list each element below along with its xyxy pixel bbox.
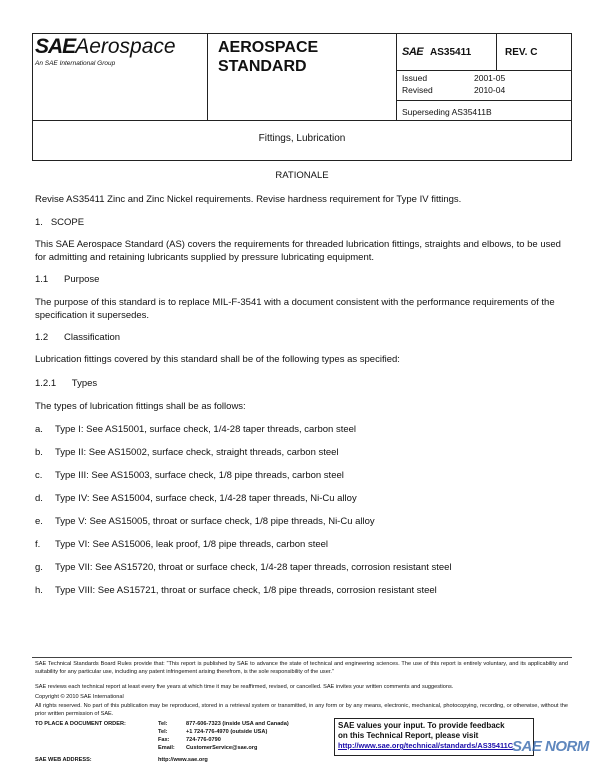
board-rules: SAE Technical Standards Board Rules provide that: “This report is published by SAE to advance the state of technical and engineering sciences. The use of this report is entirely voluntary, and its applicability and suitability for any particular use, including any patent infringement arising therefrom, is the sole responsibility of the user.”: [35, 661, 568, 675]
revision: REV. C: [505, 47, 538, 58]
feedback-link[interactable]: http://www.sae.org/technical/standards/AS35411C: [338, 741, 514, 750]
type-letter: g.: [35, 562, 43, 573]
fax: 724-776-0790: [186, 737, 221, 743]
sae-aerospace-logo: [35, 35, 176, 59]
feedback-line1: SAE values your input. To provide feedback: [338, 721, 505, 730]
scope-text: This SAE Aerospace Standard (AS) covers the requirements for threaded lubrication fittings, straights and elbows, to be used for admitting and retaining lubricants supplied by pressure lubricating equipment.: [35, 239, 561, 263]
type-letter: h.: [35, 585, 43, 596]
type-text: Type III: See AS15003, surface check, 1/8 pipe threads, carbon steel: [55, 470, 344, 481]
email-label: Email:: [158, 745, 175, 751]
rationale-heading: RATIONALE: [275, 170, 329, 181]
type-letter: e.: [35, 516, 43, 527]
standard-type-line2: STANDARD: [218, 58, 307, 75]
tel1-label: Tel:: [158, 721, 168, 727]
rationale-text: Revise AS35411 Zinc and Zinc Nickel requirements. Revise hardness requirement for Type IV fittings.: [35, 194, 462, 205]
type-list-item: [35, 469, 344, 482]
web-address[interactable]: http://www.sae.org: [158, 757, 208, 763]
type-list-item: [35, 423, 356, 436]
tel2: +1 724-776-4970 (outside USA): [186, 729, 268, 735]
type-list-item: [35, 561, 452, 574]
footer-rule: [32, 657, 572, 658]
tel1: 877-606-7323 (inside USA and Canada): [186, 721, 289, 727]
title-rule: [32, 160, 572, 161]
sae-small-logo: SAE: [402, 46, 424, 58]
type-text: Type V: See AS15005, throat or surface check, 1/8 pipe threads, Ni-Cu alloy: [55, 516, 375, 527]
header-divider: [396, 33, 397, 120]
header-divider: [396, 100, 572, 101]
issued-label: Issued: [402, 73, 428, 83]
classification-heading: 1.2 Classification: [35, 332, 121, 343]
type-text: Type VII: See AS15720, throat or surface check, 1/4-28 taper threads, corrosion resistant steel: [55, 562, 452, 573]
scope-heading: 1. SCOPE: [35, 217, 85, 228]
tel2-label: Tel:: [158, 729, 168, 735]
revised-date: 2010-04: [474, 85, 506, 95]
types-heading: 1.2.1 Types: [35, 378, 98, 389]
order-label: TO PLACE A DOCUMENT ORDER:: [35, 721, 126, 727]
superseding: Superseding AS35411B: [402, 107, 492, 117]
type-text: Type I: See AS15001, surface check, 1/4-28 taper threads, carbon steel: [55, 424, 357, 435]
feedback-line2: on this Technical Report, please visit: [338, 731, 479, 740]
type-text: Type VIII: See AS15721, throat or surface check, 1/8 pipe threads, corrosion resistant steel: [55, 585, 437, 596]
issued-date: 2001-05: [474, 73, 506, 83]
type-list-item: [35, 538, 328, 551]
revised-label: Revised: [402, 85, 433, 95]
type-letter: f.: [35, 539, 41, 550]
document-title: Fittings, Lubrication: [258, 133, 346, 144]
review-notice: SAE reviews each technical report at least every five years at which time it may be reaffirmed, revised, or cancelled. SAE invites your written comments and suggestions.: [35, 684, 454, 690]
header-divider: [496, 33, 497, 70]
standard-type: [218, 38, 318, 76]
header-divider: [396, 70, 572, 71]
header-divider: [207, 33, 208, 120]
type-list-item: [35, 492, 357, 505]
type-text: Type VI: See AS15006, leak proof, 1/8 pipe threads, carbon steel: [55, 539, 329, 550]
standard-type-line1: AEROSPACE: [218, 39, 319, 56]
fax-label: Fax:: [158, 737, 170, 743]
copyright: Copyright © 2010 SAE International: [35, 694, 124, 700]
logo-sae: SAE: [35, 35, 76, 58]
logo-tagline: An SAE International Group: [35, 60, 116, 67]
type-list-item: [35, 446, 339, 459]
email[interactable]: CustomerService@sae.org: [186, 745, 258, 751]
type-list-item: [35, 584, 437, 597]
sae-norm-watermark: SAE NORM: [512, 738, 589, 755]
rights-notice: All rights reserved. No part of this publication may be reproduced, stored in a retrieval system or transmitted, in any form or by any means, electronic, mechanical, photocopying, recording, or otherwise, without the prior written permission of SAE.: [35, 703, 568, 717]
doc-number: AS35411: [430, 47, 472, 58]
type-text: Type II: See AS15002, surface check, straight threads, carbon steel: [55, 447, 339, 458]
purpose-heading: 1.1 Purpose: [35, 274, 100, 285]
web-label: SAE WEB ADDRESS:: [35, 757, 92, 763]
type-text: Type IV: See AS15004, surface check, 1/4-28 taper threads, Ni-Cu alloy: [55, 493, 357, 504]
purpose-text: The purpose of this standard is to replace MIL-F-3541 with a document consistent with the performance requirements of the specification it supersedes.: [35, 297, 555, 321]
feedback-box: [334, 718, 534, 756]
classification-text: Lubrication fittings covered by this standard shall be of the following types as specified:: [35, 354, 400, 365]
type-letter: a.: [35, 424, 43, 435]
type-list-item: [35, 515, 375, 528]
type-letter: c.: [35, 470, 43, 481]
logo-aerospace: Aerospace: [75, 35, 176, 58]
types-intro: The types of lubrication fittings shall be as follows:: [35, 401, 246, 412]
type-letter: d.: [35, 493, 43, 504]
type-letter: b.: [35, 447, 43, 458]
